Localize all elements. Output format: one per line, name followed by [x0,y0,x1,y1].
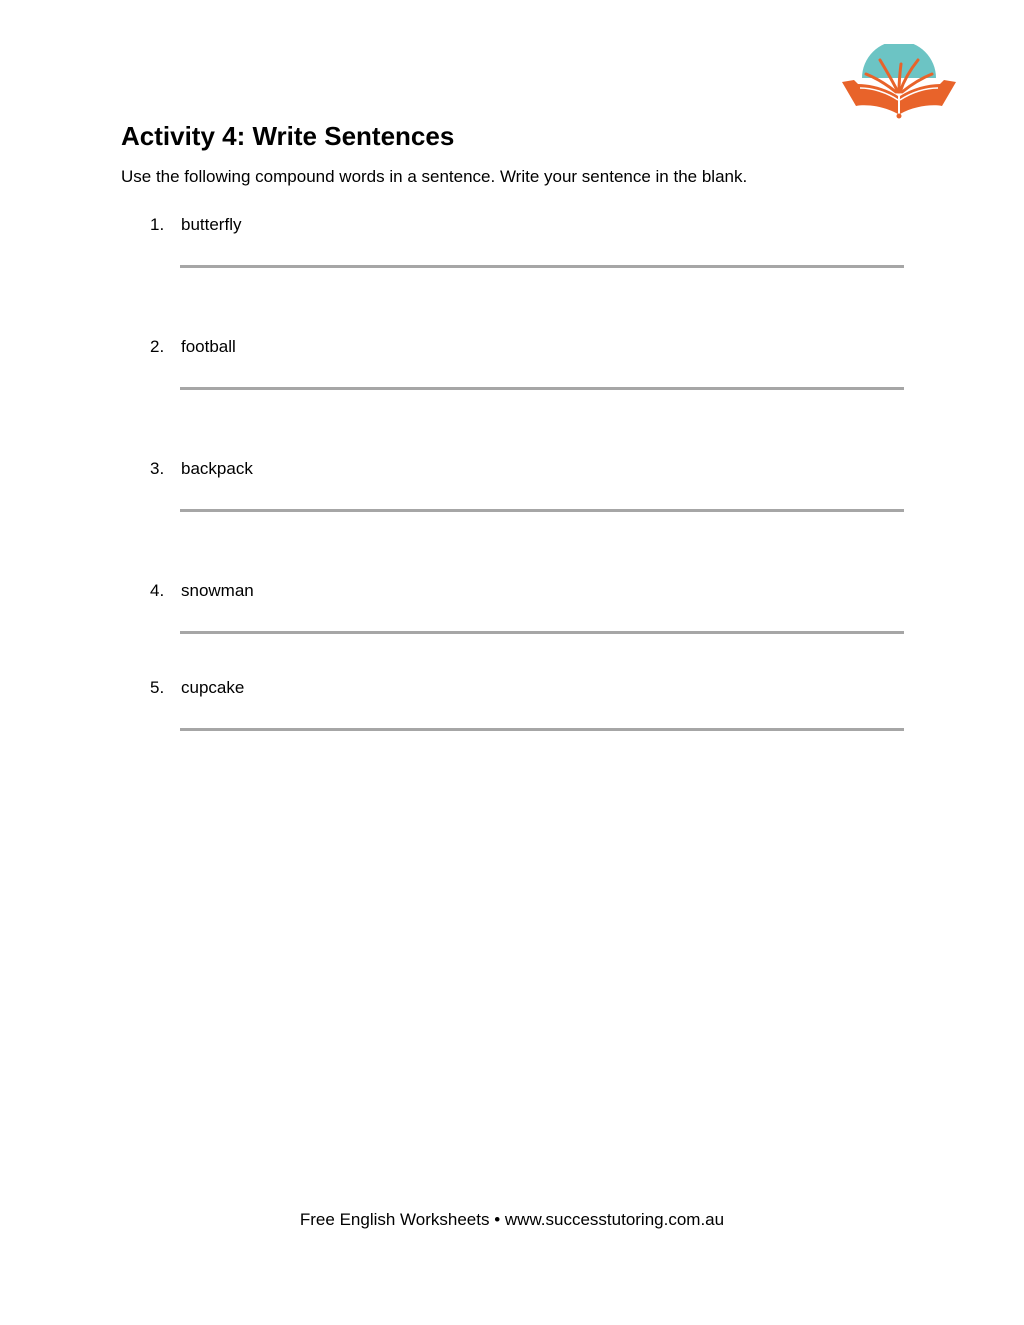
compound-word: backpack [181,459,253,478]
compound-word: football [181,337,236,356]
answer-blank-line[interactable] [180,265,904,268]
answer-blank-line[interactable] [180,728,904,731]
instructions-text: Use the following compound words in a sentence. Write your sentence in the blank. [121,167,748,186]
item-number: 5. [150,678,165,697]
list-item [0,458,1024,538]
list-item [0,677,1024,757]
answer-blank-line[interactable] [180,509,904,512]
list-item [0,336,1024,416]
page-title: Activity 4: Write Sentences [121,121,455,151]
compound-word: snowman [181,581,254,600]
list-item [0,580,1024,660]
answer-blank-line[interactable] [180,387,904,390]
answer-blank-line[interactable] [180,631,904,634]
item-number: 1. [150,215,165,234]
item-number: 2. [150,337,165,356]
open-book-logo [840,44,958,120]
item-number: 4. [150,581,165,600]
page-footer: Free English Worksheets • www.successtutoring.com.au [299,1210,725,1229]
compound-word: cupcake [181,678,245,697]
item-number: 3. [150,459,165,478]
compound-word: butterfly [181,215,242,234]
list-item [0,214,1024,294]
